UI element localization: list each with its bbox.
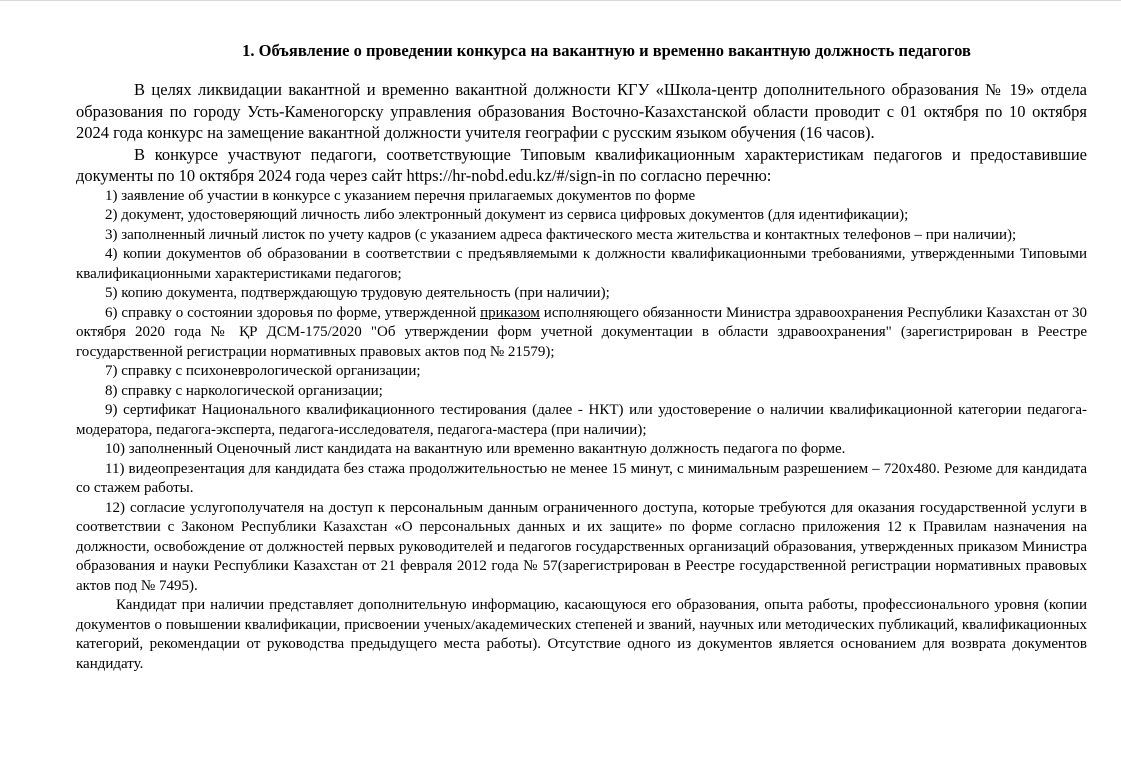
list-item: 12) согласие услугополучателя на доступ к персональным данным ограниченного доступа, которые требуются для оказания государственной услуги в соответствии с Законом Республики Казахстан «О персональных данных и их защите» по форме согласно приложения 12 к Правилам назначения на должности, освобождение от должностей первых руководителей и педагогов государственных организаций образования, утвержденных приказом Министра образования и науки Республики Казахстан от 21 февраля 2012 года № 57(зарегистрирован в Реестре государственной регистрации нормативных правовых актов под № 7495). (76, 499, 1087, 594)
list-item: 11) видеопрезентация для кандидата без стажа продолжительностью не менее 15 минут, с минимальным разрешением – 720x480. Резюме для кандидата со стажем работы. (76, 460, 1087, 496)
participants-paragraph: В конкурсе участвуют педагоги, соответствующие Типовым квалификационным характеристикам педагогов и предоставившие документы по 10 октября 2024 года через сайт https://hr-nobd.edu.kz/#/sign-in по согласно перечню: (76, 144, 1087, 185)
order-link[interactable]: приказом (480, 304, 540, 321)
page-top-edge (0, 0, 1121, 1)
list-item: 3) заполненный личный листок по учету кадров (с указанием адреса фактического места жительства и контактных телефонов – при наличии); (105, 226, 1017, 243)
list-item: 5) копию документа, подтверждающую трудовую деятельность (при наличии); (105, 285, 610, 301)
list-item-text: исполняющего обязанности Министра здравоохранения Республики Казахстан от 30 октября 2020 года № ҚР ДСМ-175/2020 "Об утверждении форм учетной документации в области здравоохранения" (зарегистрирован в Реестре государственной регистрации нормативных правовых актов под № 21579); (76, 304, 1087, 360)
list-item: 10) заполненный Оценочный лист кандидата на вакантную или временно вакантную должность педагога по форме. (105, 441, 846, 457)
list-item: 2) документ, удостоверяющий личность либо электронный документ из сервиса цифровых документов (для идентификации); (105, 207, 909, 223)
list-item: 9) сертификат Национального квалификационного тестирования (далее - НКТ) или удостоверение о наличии квалификационной категории педагога-модератора, педагога-эксперта, педагога-исследователя, педагога-мастера (при наличии); (76, 402, 1087, 438)
announcement-title: 1. Объявление о проведении конкурса на вакантную и временно вакантную должность педагогов (242, 41, 971, 60)
list-item: 7) справку с психоневрологической организации; (105, 363, 421, 379)
list-item: 1) заявление об участии в конкурсе с указанием перечня прилагаемых документов по форме (105, 187, 696, 204)
closing-paragraph: Кандидат при наличии представляет дополнительную информацию, касающуюся его образования, опыта работы, профессионального уровня (копии документов о повышении квалификации, присвоении ученых/академических степеней и званий, научных или методических публикаций, квалификационных категорий, рекомендации от руководства предыдущего места работы). Отсутствие одного из документов является основанием для возврата документов кандидату. (76, 597, 1087, 672)
document-page (76, 40, 1087, 674)
list-item: 8) справку с наркологической организации; (105, 382, 383, 399)
intro-paragraph: В целях ликвидации вакантной и временно вакантной должности КГУ «Школа-центр дополнительного образования № 19» отдела образования по городу Усть-Каменогорску управления образования Восточно-Казахстанской области проводит с 01 октября по 10 октября 2024 года конкурс на замещение вакантной должности учителя географии с русским языком обучения (16 часов). (76, 80, 1087, 142)
list-item-health-certificate (76, 304, 1087, 363)
list-item-text: 6) справку о состоянии здоровья по форме, утвержденной (105, 304, 481, 321)
list-item: 4) копии документов об образовании в соответствии с предъявляемыми к должности квалификационными требованиями, утвержденными Типовыми квалификационными характеристиками педагогов; (76, 246, 1087, 282)
